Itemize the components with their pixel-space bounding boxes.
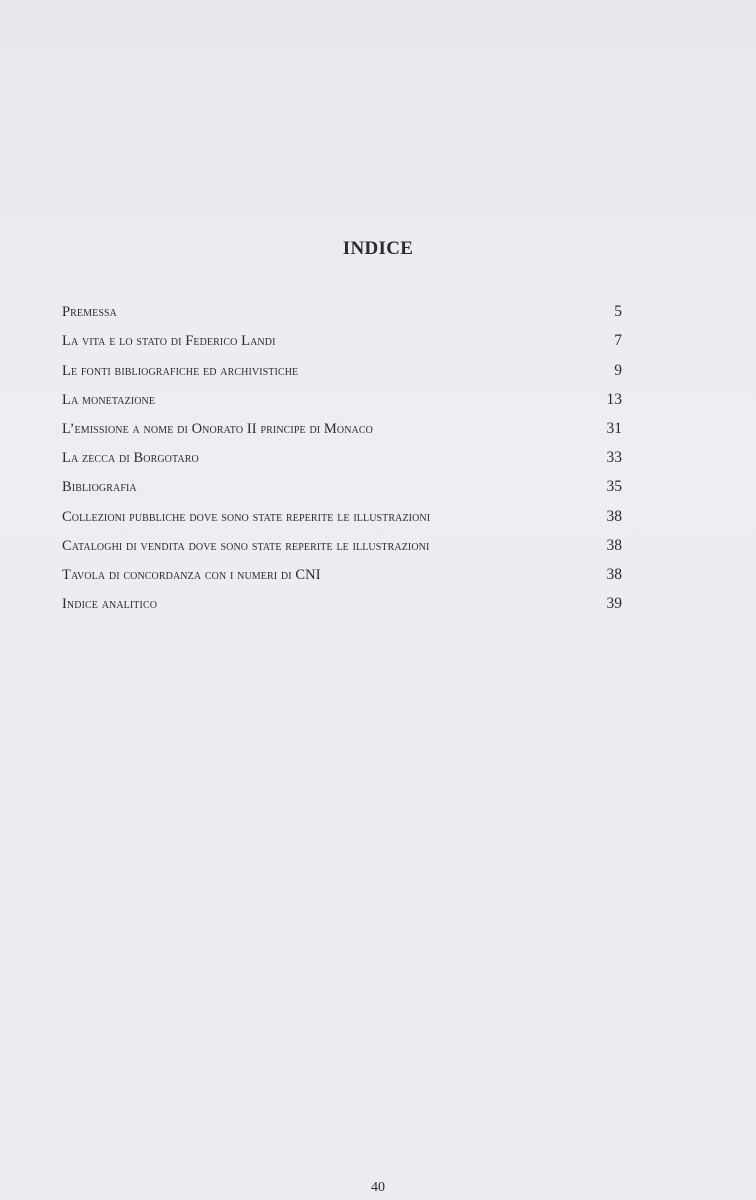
toc-entry-page: 5 <box>614 303 622 321</box>
toc-entry <box>62 500 622 529</box>
toc-entry-page: 13 <box>606 390 622 408</box>
toc-entry-title: La vita e lo stato di Federico Landi <box>62 333 276 350</box>
toc-entry-title: La zecca di Borgotaro <box>62 450 199 467</box>
toc-entry-page: 38 <box>606 507 622 525</box>
toc-entry <box>62 354 622 383</box>
toc-entry-page: 35 <box>606 478 622 496</box>
page-title: INDICE <box>342 238 414 259</box>
toc-entry-title: Premessa <box>62 304 117 321</box>
toc-entry-title: Le fonti bibliografiche ed archivistiche <box>62 362 299 379</box>
table-of-contents <box>62 296 622 617</box>
toc-entry <box>62 471 622 500</box>
page-number: 40 <box>371 1180 385 1195</box>
toc-entry <box>62 413 622 442</box>
toc-entry <box>62 442 622 471</box>
toc-entry-page: 31 <box>606 419 622 437</box>
toc-entry-title: Tavola di concordanza con i numeri di CNI <box>62 566 321 583</box>
toc-entry-title: Indice analitico <box>62 596 158 613</box>
toc-entry-page: 39 <box>606 595 622 613</box>
toc-entry-title: Collezioni pubbliche dove sono state reperite le illustrazioni <box>62 508 431 525</box>
toc-entry-page: 33 <box>606 449 622 467</box>
toc-entry-title: Bibliografia <box>62 479 137 496</box>
toc-entry <box>62 384 622 413</box>
toc-entry <box>62 588 622 617</box>
toc-entry-page: 7 <box>614 332 622 350</box>
toc-entry-page: 9 <box>614 361 622 379</box>
toc-entry <box>62 530 622 559</box>
toc-entry-title: L’emissione a nome di Onorato II principe di Monaco <box>62 420 373 437</box>
toc-entry <box>62 296 622 325</box>
toc-entry-page: 38 <box>606 565 622 583</box>
toc-entry-title: Cataloghi di vendita dove sono state reperite le illustrazioni <box>62 537 430 554</box>
toc-entry <box>62 559 622 588</box>
toc-entry-page: 38 <box>606 536 622 554</box>
toc-entry <box>62 325 622 354</box>
toc-entry-title: La monetazione <box>62 391 156 408</box>
